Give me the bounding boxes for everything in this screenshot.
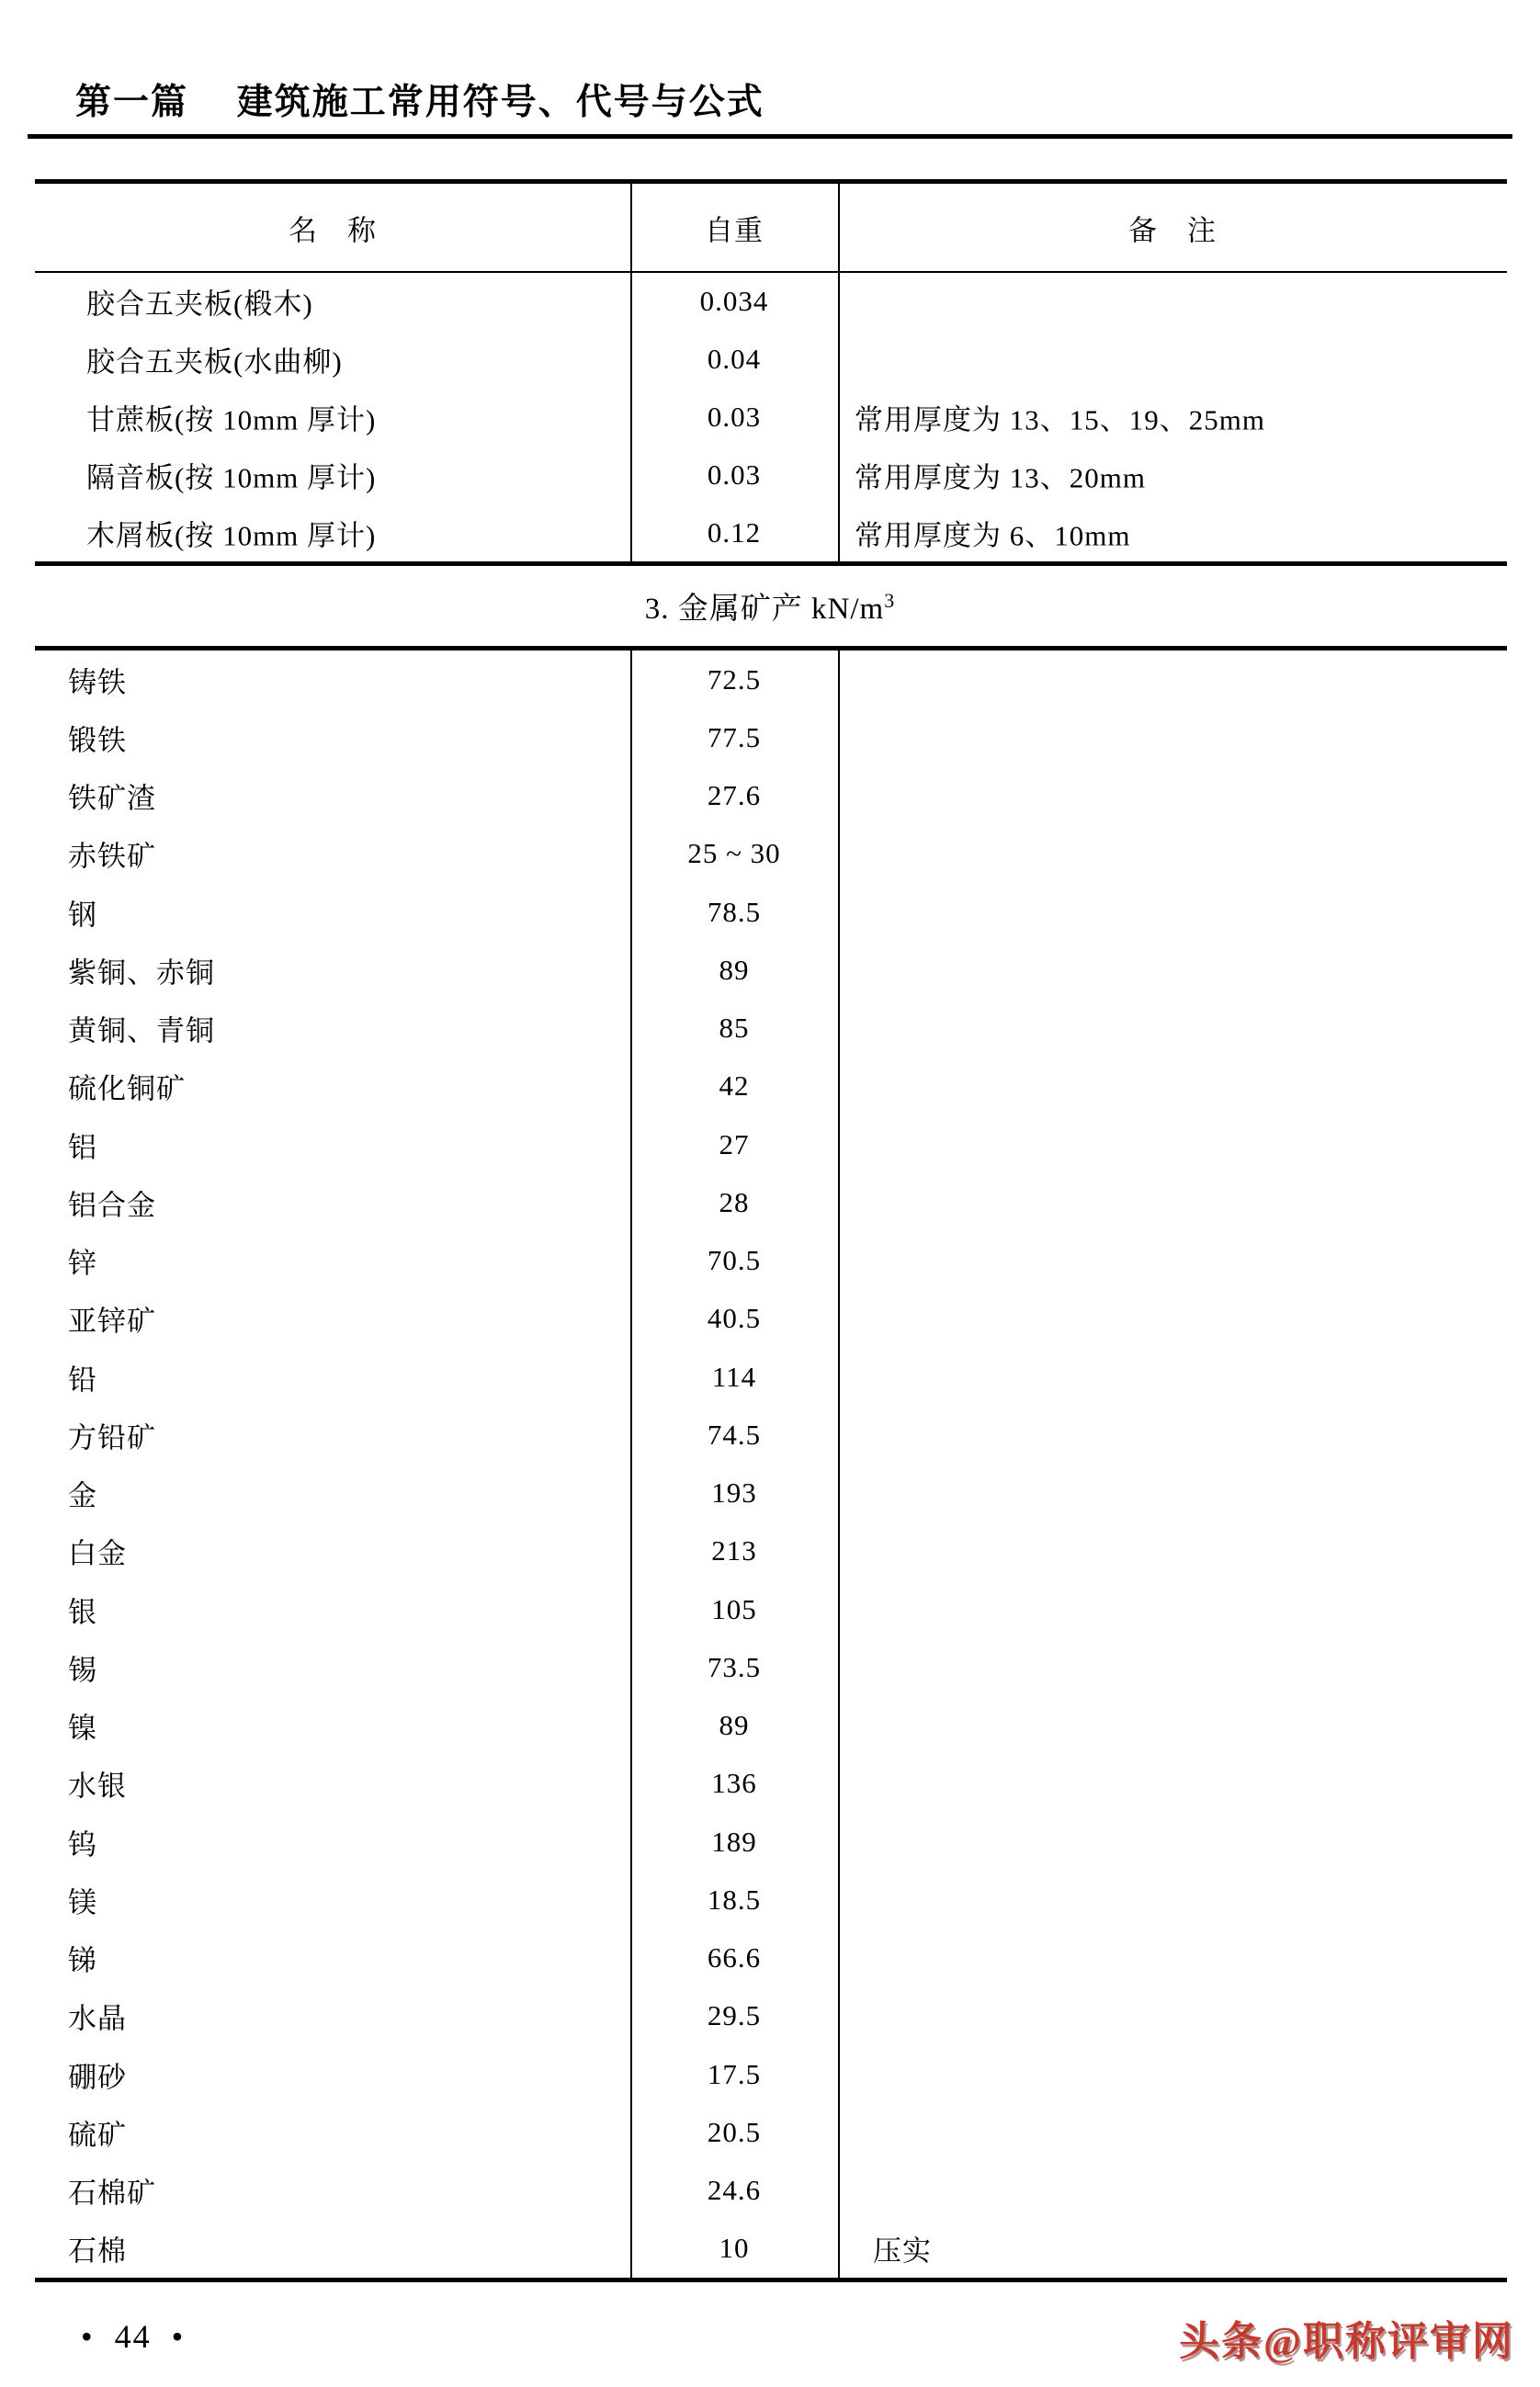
material-weight: 27 <box>719 1127 750 1160</box>
material-name: 钨 <box>68 1828 97 1861</box>
material-weight: 193 <box>711 1476 757 1510</box>
material-name: 锻铁 <box>68 724 127 757</box>
material-remark: 常用厚度为 13、20mm <box>855 461 1146 494</box>
table-row <box>35 1000 1507 1058</box>
material-name: 紫铜、赤铜 <box>68 956 215 990</box>
board-materials-table <box>35 179 1507 566</box>
table-row <box>35 2103 1507 2161</box>
material-name: 铝合金 <box>68 1189 156 1222</box>
material-name: 水晶 <box>68 2002 127 2035</box>
material-weight: 213 <box>711 1534 757 1567</box>
material-weight: 77.5 <box>707 720 762 753</box>
column-header-name: 名 称 <box>289 214 377 246</box>
table-row <box>35 1813 1507 1871</box>
material-weight: 74.5 <box>707 1418 762 1451</box>
page-number: • 44 • <box>81 2318 186 2355</box>
material-weight: 29.5 <box>707 1999 762 2032</box>
table-row <box>35 1638 1507 1696</box>
table-row <box>35 389 1507 447</box>
material-name: 锌 <box>68 1247 97 1280</box>
material-weight: 17.5 <box>707 2057 762 2090</box>
material-weight: 105 <box>711 1592 757 1625</box>
material-name: 方铅矿 <box>68 1421 156 1454</box>
material-name: 硫矿 <box>68 2119 127 2152</box>
material-name: 石棉 <box>68 2234 127 2268</box>
material-weight: 25 ~ 30 <box>687 837 781 870</box>
material-name: 铁矿渣 <box>68 782 156 815</box>
material-weight: 40.5 <box>707 1302 762 1335</box>
table-row <box>35 941 1507 999</box>
watermark: 头条@职称评审网 <box>1179 2319 1514 2364</box>
table-row <box>35 2162 1507 2220</box>
table-row <box>35 767 1507 825</box>
material-name: 胶合五夹板(椴木) <box>86 288 313 321</box>
material-weight: 85 <box>719 1012 750 1045</box>
material-name: 赤铁矿 <box>68 840 156 873</box>
material-weight: 10 <box>719 2232 750 2265</box>
material-name: 亚锌矿 <box>68 1305 156 1338</box>
table-row <box>35 1290 1507 1348</box>
section-heading-superscript: 3 <box>884 589 896 612</box>
material-name: 白金 <box>68 1537 127 1570</box>
material-name: 钢 <box>68 899 97 932</box>
table-row <box>35 1755 1507 1813</box>
material-name: 金 <box>68 1479 97 1512</box>
material-name: 镍 <box>68 1712 97 1745</box>
material-name: 石棉矿 <box>68 2177 156 2210</box>
section-heading-text: 3. 金属矿产 kN/m <box>644 593 885 626</box>
material-name: 铅 <box>68 1363 97 1397</box>
table1-header-row <box>35 184 1507 273</box>
material-remark: 压实 <box>873 2234 932 2268</box>
material-weight: 0.03 <box>707 400 762 433</box>
material-name: 胶合五夹板(水曲柳) <box>86 345 343 379</box>
table-row <box>35 1058 1507 1115</box>
material-weight: 0.03 <box>707 458 762 491</box>
material-weight: 189 <box>711 1825 757 1858</box>
material-name: 铝 <box>68 1131 97 1164</box>
table-row <box>35 1232 1507 1290</box>
table-row <box>35 503 1507 561</box>
metal-minerals-table <box>35 646 1507 2282</box>
table-row <box>35 1580 1507 1638</box>
material-name: 隔音板(按 10mm 厚计) <box>86 461 377 494</box>
table-row <box>35 331 1507 389</box>
table-row <box>35 1465 1507 1522</box>
material-weight: 66.6 <box>707 1941 762 1974</box>
table-row <box>35 1987 1507 2045</box>
material-weight: 0.034 <box>699 285 769 318</box>
material-weight: 18.5 <box>707 1883 762 1916</box>
material-name: 木屑板(按 10mm 厚计) <box>86 519 377 552</box>
material-name: 硼砂 <box>68 2061 127 2094</box>
material-name: 锡 <box>68 1654 97 1687</box>
material-remark: 常用厚度为 13、15、19、25mm <box>855 403 1265 436</box>
table-row <box>35 1929 1507 1987</box>
material-name: 锑 <box>68 1944 97 1977</box>
material-name: 甘蔗板(按 10mm 厚计) <box>86 403 377 436</box>
table-row <box>35 446 1507 503</box>
material-weight: 27.6 <box>707 779 762 812</box>
title-rule <box>28 134 1512 139</box>
table-row <box>35 1115 1507 1173</box>
material-name: 水银 <box>68 1770 127 1803</box>
table-row <box>35 1348 1507 1406</box>
material-name: 铸铁 <box>68 666 127 699</box>
section-heading <box>0 584 1540 628</box>
table-row <box>35 708 1507 766</box>
material-weight: 28 <box>719 1185 750 1218</box>
material-name: 银 <box>68 1596 97 1629</box>
table-row <box>35 883 1507 941</box>
table-row <box>35 650 1507 708</box>
material-name: 镁 <box>68 1886 97 1919</box>
table-row <box>35 1522 1507 1580</box>
table-row <box>35 825 1507 883</box>
material-weight: 89 <box>719 953 750 986</box>
material-weight: 70.5 <box>707 1244 762 1277</box>
material-weight: 114 <box>711 1360 757 1393</box>
material-name: 硫化铜矿 <box>68 1072 186 1105</box>
material-weight: 89 <box>719 1709 750 1742</box>
material-weight: 136 <box>711 1767 757 1800</box>
material-weight: 42 <box>719 1069 750 1103</box>
page-title: 第一篇 建筑施工常用符号、代号与公式 <box>75 83 764 122</box>
table-row <box>35 273 1507 331</box>
table-row <box>35 1173 1507 1231</box>
table-row <box>35 1406 1507 1464</box>
table-row <box>35 1871 1507 1929</box>
material-weight: 73.5 <box>707 1650 762 1683</box>
material-weight: 78.5 <box>707 895 762 928</box>
material-weight: 24.6 <box>707 2174 762 2207</box>
material-weight: 0.12 <box>707 515 762 549</box>
table-row <box>35 2220 1507 2278</box>
material-name: 黄铜、青铜 <box>68 1014 215 1047</box>
material-remark: 常用厚度为 6、10mm <box>855 519 1131 552</box>
table-row <box>35 1697 1507 1755</box>
column-header-weight: 自重 <box>705 214 764 246</box>
material-weight: 20.5 <box>707 2115 762 2148</box>
column-header-remark: 备 注 <box>1128 214 1217 246</box>
material-weight: 72.5 <box>707 662 762 696</box>
material-weight: 0.04 <box>707 343 762 376</box>
table-row <box>35 2045 1507 2103</box>
